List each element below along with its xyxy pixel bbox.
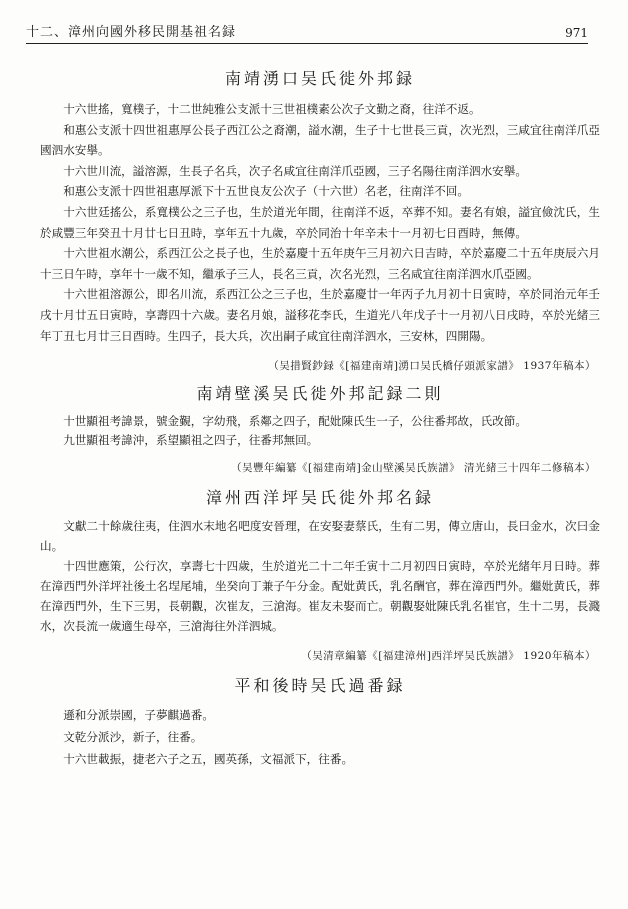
source-citation: （吴清章編纂《[福建漳州]西洋坪吴氏族譜》 1920年稿本） (301, 650, 596, 663)
paragraph: 和惠公支派十四世祖惠厚公長子西江公之裔潮，謚水潮，生子十七世長三貢，次光烈，三咸宜往南洋爪亞國泗水安擧。 (40, 122, 600, 158)
source-citation: （吴豐年編纂《[福建南靖]金山壁溪吴氏族譜》 清光緒三十四年二修稿本） (230, 462, 596, 475)
running-head (26, 16, 588, 44)
paragraph: 十世顯祖考諱景，號金覲，字幼飛，系鄰之四子，配妣陳氏生一子，公往番邦故，氏改節。 (63, 414, 527, 429)
paragraph: 文獻二十餘歲往夷，住泗水末地名吧度安晉理，在安娶妻蔡氏，生有二男，傳立唐山，長曰金水，次曰金山。 (40, 519, 600, 554)
paragraph: 十六世祖溶源公，即名川流，系西江公之三子也，生於嘉慶廿一年丙子九月初十日寅時，卒於同治元年壬戌十月廿五日寅時，享壽四十六歲。妻名月娘，謚移花李氏，生道光八年戊子十一月初八日戌時，卒於光緒三年丁丑七月廿三日酉時。生四子，長大兵，次出嗣子咸宜往南洋泗水，三安林，四開陽。 (40, 287, 600, 343)
page-body (40, 58, 600, 770)
paragraph: 文乾分派沙，新子，往番。 (63, 730, 203, 745)
section-nanjing-yongkou (40, 66, 600, 373)
source-citation: （吴措賢鈔録《[福建南靖]湧口吴氏橋仔頭派家譜》 1937年稿本） (268, 360, 596, 373)
paragraph: 九世顯祖考諱沖，系望顯祖之四子，往番邦無回。 (63, 433, 319, 448)
running-head-section-title: 十二、漳州向國外移民開基祖名録 (26, 25, 237, 40)
paragraph: 和惠公支派十四世祖惠厚派下十五世良友公次子（十六世）名老，往南洋不回。 (63, 184, 469, 199)
paragraph: 遜和分派崇國，子夢麒過番。 (63, 708, 214, 723)
section-nanjing-bixi (40, 381, 600, 475)
section-title: 南靖湧口吴氏徙外邦録 (224, 69, 415, 88)
paragraph: 十六世搖，寬樸子，十二世純雅公支派十三世祖樸素公次子文勤之裔，往洋不返。 (63, 102, 481, 116)
paragraph: 十六世祖水潮公，系西江公之長子也，生於嘉慶十五年庚午三月初六日吉時，卒於嘉慶二十五年庚辰六月十三日午時，享年十一歲不知，繼承子三人，長名三貢，次名光烈，三名咸宜往南洋泗水爪亞國。 (40, 246, 600, 281)
section-pinghe-houshi (40, 673, 600, 770)
section-zhangzhou-xiyangping (40, 485, 600, 663)
paragraph: 十六世廷搖公，系寬樸公之三子也，生於道光年間，往南洋不返，卒葬不知。妻名有娘，謚宜儉沈氏，生於咸豐三年癸丑十月廿七日丑時，享年五十九歲，卒於同治十年辛未十一月初七日酉時，無傳。 (40, 204, 600, 240)
paragraph: 十六世川流，謚溶源，生長子名兵，次子名咸宜往南洋爪亞國，三子名陽往南洋泗水安擧。 (63, 163, 527, 178)
paragraph: 十六世載振，捷老六子之五，國英孫，文福派下，往番。 (63, 752, 354, 767)
paragraph: 十四世應策，公行次，享壽七十四歲，生於道光二十二年壬寅十二月初四日寅時，卒於光緒年月日時。葬在漳西門外洋坪社後土名埕尾埔，坐癸向丁兼子午分金。配妣黄氏，乳名酬官，葬在漳西門外。繼妣黄氏，葬在漳西門外，生下三男，長朝觀，次崔友，三滄海。崔友未娶而亡。朝觀娶妣陳氏乳名崔官，生十二男，長濺水，次長流一歲適生母卒，三滄海往外洋泗城。 (40, 559, 600, 634)
section-title: 南靖壁溪吴氏徙外邦記録二則 (196, 384, 444, 404)
section-title: 平和後時吴氏過番録 (234, 676, 406, 696)
page-number: 971 (565, 26, 588, 40)
section-title: 漳州西洋坪吴氏徙外邦名録 (205, 488, 434, 508)
